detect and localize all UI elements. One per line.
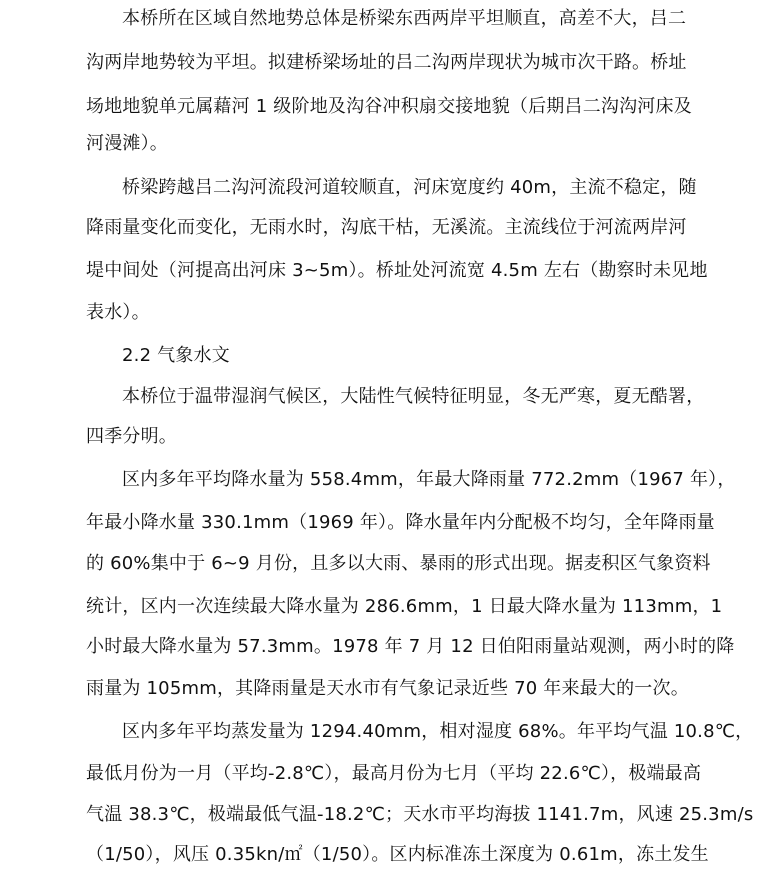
paragraph-5-line-3: 气温 38.3℃，极端最低气温-18.2℃；天水市平均海拔 1141.7m，风速 25.3m/s	[86, 804, 754, 825]
paragraph-1-line-2: 沟两岸地势较为平坦。拟建桥梁场址的吕二沟两岸现状为城市次干路。桥址	[86, 52, 687, 73]
paragraph-5-line-1: 区内多年平均蒸发量为 1294.40mm，相对湿度 68%。年平均气温 10.8℃，	[122, 721, 754, 742]
paragraph-1-line-1: 本桥所在区域自然地势总体是桥梁东西两岸平坦顺直，高差不大，吕二	[122, 8, 687, 29]
paragraph-4-line-2: 年最小降水量 330.1mm（1969 年）。降水量年内分配极不均匀，全年降雨量	[86, 512, 715, 533]
paragraph-5-line-4: （1/50），风压 0.35kn/㎡（1/50）。区内标准冻土深度为 0.61m，冻土发生	[86, 844, 709, 865]
paragraph-2-line-2: 降雨量变化而变化，无雨水时，沟底干枯，无溪流。主流线位于河流两岸河	[86, 217, 687, 238]
paragraph-4-line-1: 区内多年平均降水量为 558.4mm，年最大降雨量 772.2mm（1967 年），	[122, 469, 736, 490]
paragraph-2-line-1: 桥梁跨越吕二沟河流段河道较顺直，河床宽度约 40m，主流不稳定，随	[122, 177, 697, 198]
paragraph-1-line-3: 场地地貌单元属藉河 1 级阶地及沟谷冲积扇交接地貌（后期吕二沟沟河床及	[86, 96, 692, 117]
paragraph-4-line-6: 雨量为 105mm，其降雨量是天水市有气象记录近些 70 年来最大的一次。	[86, 678, 689, 699]
paragraph-4-line-5: 小时最大降水量为 57.3mm。1978 年 7 月 12 日伯阳雨量站观测，两小时的降	[86, 636, 735, 657]
paragraph-3-line-1: 本桥位于温带湿润气候区，大陆性气候特征明显，冬无严寒，夏无酷署，	[122, 386, 705, 407]
paragraph-5-line-2: 最低月份为一月（平均-2.8℃），最高月份为七月（平均 22.6℃），极端最高	[86, 763, 702, 784]
section-heading: 2.2 气象水文	[122, 345, 230, 366]
paragraph-4-line-3: 的 60%集中于 6~9 月份，且多以大雨、暴雨的形式出现。据麦积区气象资料	[86, 553, 711, 574]
paragraph-2-line-4: 表水）。	[86, 302, 150, 323]
paragraph-4-line-4: 统计，区内一次连续最大降水量为 286.6mm，1 日最大降水量为 113mm，1	[86, 596, 723, 617]
paragraph-3-line-2: 四季分明。	[86, 426, 177, 447]
paragraph-2-line-3: 堤中间处（河提高出河床 3~5m）。桥址处河流宽 4.5m 左右（勘察时未见地	[86, 260, 708, 281]
paragraph-1-line-4: 河漫滩）。	[86, 133, 168, 154]
